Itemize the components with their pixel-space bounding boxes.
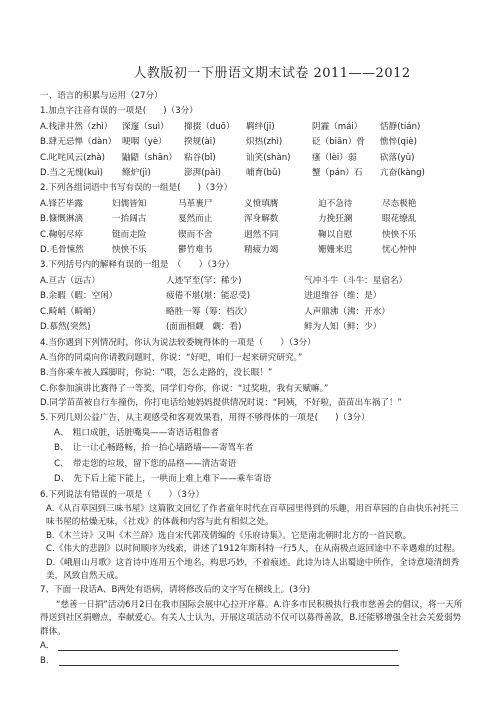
question-6-option-b: B.《木兰诗》又叫《木兰辞》选自宋代郭茂倩编的《乐府诗集》。它是南北朝时北方的一首民歌。 [46, 530, 412, 541]
question-5-option-a: A、 粗口成脏，话脏嘴臭——寄语话粗鲁者 [54, 427, 219, 438]
page-title: 人教版初一下册语文期末试卷 2011——2012 [133, 66, 411, 81]
option-cell: 进退维谷（维：是） [304, 291, 382, 302]
question-6-option-c: C.《伟大的悲剧》以时间顺序为线索，讲述了1912年斯科特一行5人，在从南极点返回途中不幸遇难的过程。 [46, 544, 461, 555]
option-cell: 人声鼎沸（沸：开水） [304, 306, 390, 317]
option-cell: 浑身解数 [244, 214, 279, 225]
question-5-stem: 5.下列几则公益广告，从主观感受和客观效果看，用得不够得体的一项是( )（3分） [40, 412, 370, 423]
question-6-stem: 6.下列说法有错误的一项是（ ）（3分） [40, 489, 205, 500]
option-cell: 戛然而止 [178, 214, 213, 225]
option-cell: 气冲斗牛（斗牛：星宿名） [304, 275, 408, 286]
option-cell: 疲倦不堪(堪：能忍受) [166, 291, 251, 302]
option-cell: C.叱咤风云(zhà) [40, 152, 106, 163]
option-row [40, 243, 464, 258]
option-cell: 鲦炉(jì) [122, 168, 151, 179]
option-cell: D.当之无愧(kuì) [40, 168, 103, 179]
option-cell: 羁绊(jī) [246, 121, 275, 132]
option-row [40, 228, 464, 243]
question-4-option-b: B.当你乘车被人踩脚时，你说：“喂，怎么走路的，没长眼！” [40, 368, 273, 379]
option-cell: 砭（biān）骨 [312, 137, 365, 148]
option-row [40, 197, 464, 212]
question-2-options [40, 197, 464, 259]
option-row [40, 305, 464, 320]
question-5-option-d: D、 先下后上能下能上，一哄而上难上难下——乘车寄语 [54, 474, 272, 485]
option-cell: D.毛骨悚然 [40, 245, 84, 256]
question-4-option-c: C.你参加演讲比赛得了一等奖，同学们夸你，你说：“过奖啦，我有天赋嘛。” [40, 383, 329, 394]
option-cell: 一抬阔古 [112, 214, 147, 225]
option-cell: B.余暇（暇：空闲） [40, 291, 118, 302]
question-4-option-d: D.同学苗苗被自行车撞伤，你打电话给她妈妈提供情况时说：“阿姨，不好啦，苗苗出车祸了！” [40, 398, 403, 409]
option-cell: C.鞠躬尽瘁 [40, 229, 84, 240]
question-6-option-a: A.《从百草园到三味书屋》这篇散文回忆了作者童年时代在百草园里得到的乐趣，用百草园的自由快乐衬托三味书屋的枯燥无味，《社戏》的体裁和内容与此有相似之处。 [46, 503, 459, 528]
answer-line-a[interactable] [40, 639, 464, 654]
question-3-options [40, 274, 464, 336]
option-row [40, 151, 464, 166]
option-cell: 义愤填膺 [244, 198, 279, 209]
option-cell: A.亘古（远古） [40, 275, 101, 286]
option-row [40, 212, 464, 227]
option-cell: 尽态极艳 [382, 198, 417, 209]
option-cell: 迥然不同 [244, 229, 279, 240]
option-cell: 略胜一筹（筹：档次） [166, 306, 252, 317]
option-row [40, 120, 464, 135]
option-cell: 力挽狂澜 [318, 214, 353, 225]
option-row [40, 289, 464, 304]
option-cell: 鞠以自慰 [318, 229, 353, 240]
option-cell: 阴霾（mái） [312, 121, 363, 132]
option-cell: 眼花缭乱 [382, 214, 417, 225]
question-7-stem: 7、下面一段话A、B两处有语病，请将修改后的文字写在横线上。(3分) [40, 585, 311, 596]
option-cell: 深邃（suì） [122, 121, 169, 132]
answer-label-a: A． [40, 641, 55, 652]
option-cell: 锲而不舍 [178, 229, 213, 240]
option-cell: (面面相觑 觑：看) [166, 322, 242, 333]
option-cell: A.栈津井然（zhì） [40, 121, 113, 132]
question-4-option-a: A.当你的同桌向你请教问题时，你说：“好吧，咱们一起来研究研究。” [40, 352, 303, 363]
option-cell: 姗姗来迟 [318, 245, 353, 256]
option-cell: 讪笑(shàn) [246, 152, 291, 163]
question-5-option-b: B、 让一让心畅路畅，抬一抬心墙路墙——寄驾车者 [54, 443, 254, 454]
option-cell: 憔悴(qiè) [380, 137, 418, 148]
option-cell: 炽热(zhì) [246, 137, 283, 148]
option-cell: 恬静(tián) [380, 121, 421, 132]
option-cell: 鬱竹难书 [178, 245, 213, 256]
option-cell: 哺育(bǔ) [246, 168, 281, 179]
option-cell: A.锋芒毕露 [40, 198, 83, 209]
option-cell: 瘙（lèi）弱 [312, 152, 357, 163]
option-cell: 怏怏不乐 [382, 229, 417, 240]
option-cell: 迫不急待 [318, 198, 353, 209]
question-5-option-c: C、 带走您的垃圾，留下您的品格——清洁寄语 [54, 458, 237, 469]
question-1-stem: 1.加点字注音有误的一项是( )（3分） [40, 106, 198, 117]
option-cell: 妇儒皆知 [112, 198, 147, 209]
option-cell: 精疲力竭 [244, 245, 279, 256]
option-cell: 怏怏不乐 [112, 245, 147, 256]
answer-blank-a[interactable] [58, 641, 398, 651]
option-cell: 鲜为人知（鲜：少） [304, 322, 382, 333]
question-4-stem: 4.当你遇到下列情况时，你认为说法较委婉得体的一项是（ ）（3分） [40, 337, 316, 348]
option-cell: 马革裹尸 [178, 198, 213, 209]
option-cell: 亢奋(kàng) [380, 168, 425, 179]
option-cell: B.慷慨淋漓 [40, 214, 84, 225]
option-cell: 鼬鼯（shān） [122, 152, 178, 163]
option-row [40, 135, 464, 150]
option-cell: 揆规(ài) [184, 137, 216, 148]
question-6-option-d: D.《峨眉山月歌》这首诗中连用五个地名，构思巧妙，不着痕迹。此诗为诗人出蜀途中所作，全诗意境清朗秀美，风致自然天成。 [46, 557, 460, 581]
question-3-stem: 3.下列括号内的解释有误的一组是 （ ）（3分） [40, 260, 235, 271]
option-cell: 蟹（pán）石 [312, 168, 363, 179]
question-1-options [40, 120, 464, 182]
option-cell: 撺掇（duō） [184, 121, 235, 132]
option-cell: 砍落(yǔ) [380, 152, 415, 163]
option-cell: 人迹罕至(罕：稀少) [166, 275, 242, 286]
answer-label-b: B． [40, 656, 55, 667]
option-cell: 澎湃(pài) [184, 168, 222, 179]
option-row [40, 274, 464, 289]
section-heading: 一、语言的积累与运用（27分） [40, 91, 163, 101]
option-cell: D.慕然(突然) [40, 322, 91, 333]
option-cell: B.肆无忌惮（dàn） [40, 137, 117, 148]
option-cell: 哽咽（yè） [122, 137, 167, 148]
option-cell: 粘谷(bǐ) [184, 152, 216, 163]
option-cell: 铤而走险 [112, 229, 147, 240]
answer-line-b[interactable] [40, 654, 464, 669]
option-row [40, 166, 464, 181]
answer-blank-b[interactable] [59, 656, 399, 666]
option-cell: C.畸峭（畸峭） [40, 306, 101, 317]
option-cell: 忧心忡忡 [382, 245, 417, 256]
question-7-passage: “慈善一日捐”活动6月2日在我市国际会展中心拉开序幕。A.许多市民积极执行我市慈善会的倡议，将一天所得送到社区捐赠点，奉献爱心。有关人士认为，开展这项活动不仅可以募得善款，B.还能够增强全社会关爱弱势群体。 [40, 599, 463, 637]
option-row [40, 320, 464, 335]
question-2-stem: 2.下列各组词语中书写有误的一组是( )（3分） [40, 183, 233, 194]
